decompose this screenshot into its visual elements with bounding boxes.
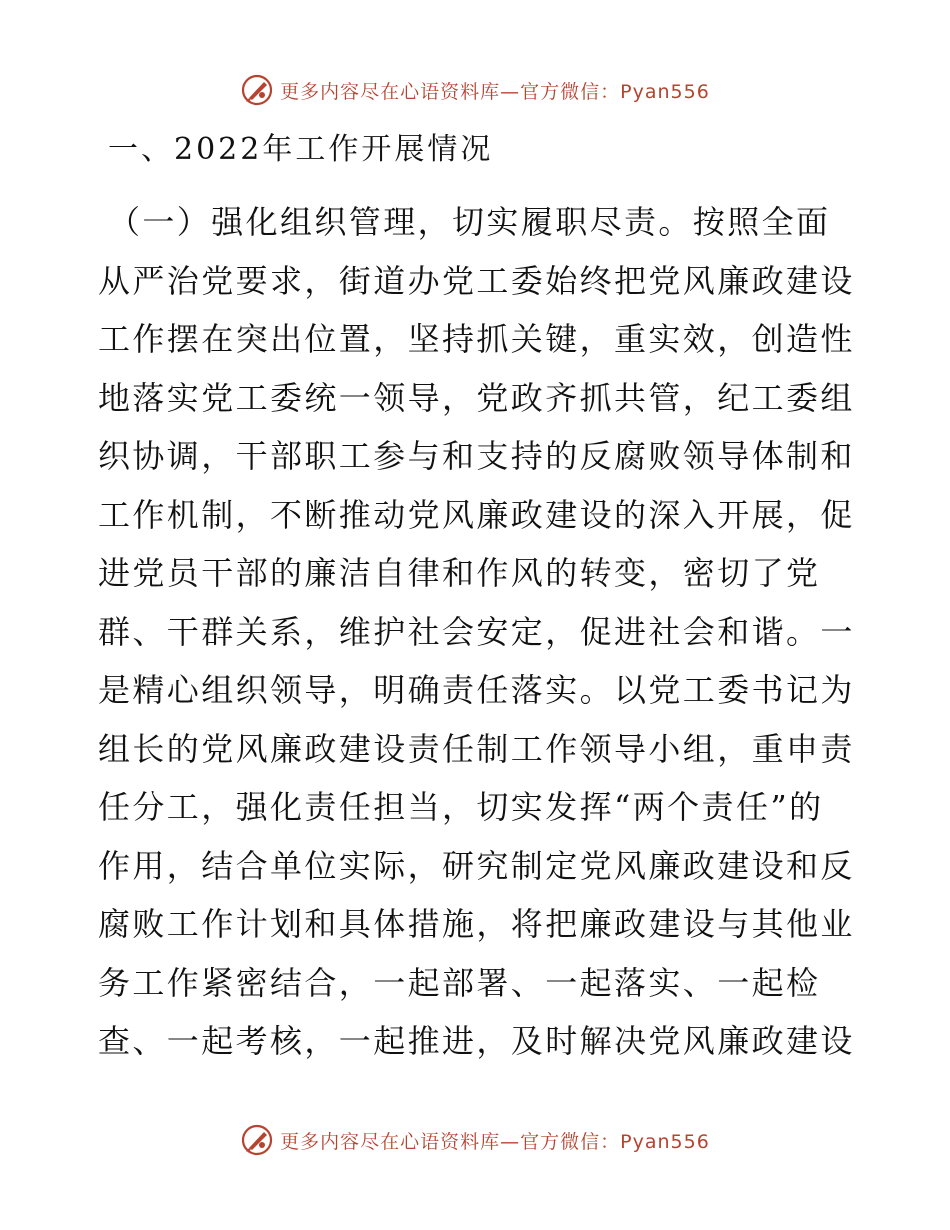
quill-pen-icon xyxy=(240,1123,274,1157)
watermark-header xyxy=(0,70,950,110)
paragraph-line: 腐败工作计划和具体措施，将把廉政建设与其他业 xyxy=(98,905,855,943)
paragraph-line: 织协调，干部职工参与和支持的反腐败领导体制和 xyxy=(98,437,855,475)
body-paragraph xyxy=(98,193,858,1071)
paragraph-line: 组长的党风廉政建设责任制工作领导小组，重申责 xyxy=(98,729,855,768)
paragraph-line: 群、干群关系，维护社会安定，促进社会和谐。一 xyxy=(98,612,855,651)
paragraph-line: 进党员干部的廉洁自律和作风的转变，密切了党 xyxy=(98,554,821,592)
paragraph-line: 是精心组织领导，明确责任落实。以党工委书记为 xyxy=(98,671,855,709)
paragraph-line: 务工作紧密结合，一起部署、一起落实、一起检 xyxy=(98,963,821,1002)
paragraph-line: 工作摆在突出位置，坚持抓关键，重实效，创造性 xyxy=(98,320,855,358)
paragraph-line: 工作机制，不断推动党风廉政建设的深入开展，促 xyxy=(98,495,855,534)
paragraph-line: 地落实党工委统一领导，党政齐抓共管，纪工委组 xyxy=(98,378,855,417)
quill-pen-icon xyxy=(240,73,274,107)
paragraph-line: 作用，结合单位实际，研究制定党风廉政建设和反 xyxy=(98,846,855,885)
watermark-text: 更多内容尽在心语资料库—官方微信：Pyan556 xyxy=(280,80,710,103)
paragraph-line: 从严治党要求，街道办党工委始终把党风廉政建设 xyxy=(98,261,855,300)
watermark-footer xyxy=(0,1120,950,1160)
paragraph-line: 查、一起考核，一起推进，及时解决党风廉政建设 xyxy=(98,1022,855,1060)
watermark-text: 更多内容尽在心语资料库—官方微信：Pyan556 xyxy=(280,1130,710,1153)
paragraph-line: 任分工，强化责任担当，切实发挥“两个责任”的 xyxy=(98,788,824,826)
section-heading: 一、2022年工作开展情况 xyxy=(108,132,494,167)
paragraph-line: （一）强化组织管理，切实履职尽责。按照全面 xyxy=(108,203,831,241)
